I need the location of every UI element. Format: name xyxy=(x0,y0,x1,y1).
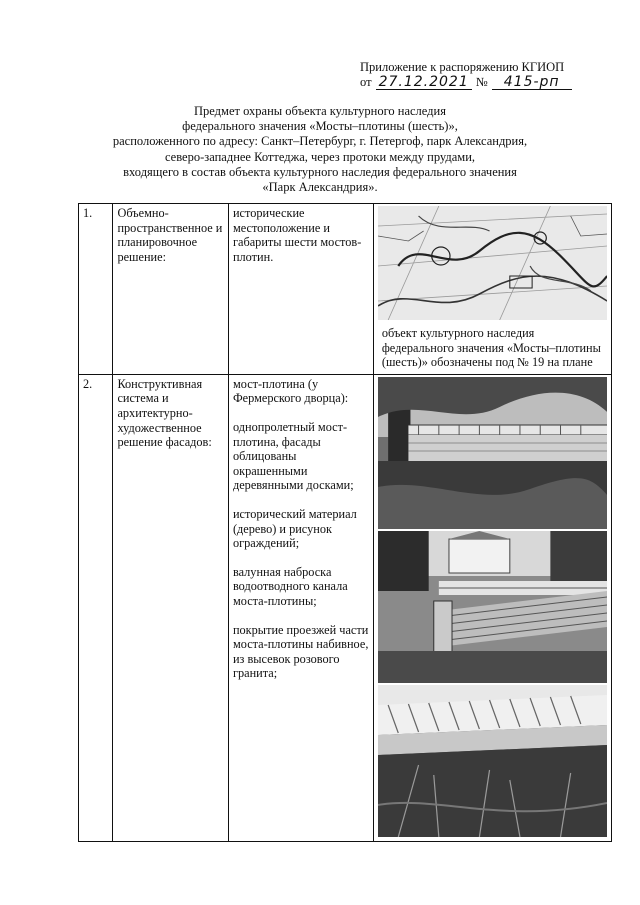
annex-reference xyxy=(360,60,610,90)
document-heading xyxy=(95,104,545,195)
row-number: 1. xyxy=(79,204,113,375)
heading-line-1: Предмет охраны объекта культурного наследия xyxy=(194,104,446,118)
bridge-photo-3 xyxy=(378,685,607,837)
row-category: Конструктивная система и архитектурно-художественное решение фасадов: xyxy=(113,374,229,841)
annex-date: 27.12.2021 xyxy=(376,75,472,90)
site-plan-map xyxy=(378,206,607,320)
row-photos xyxy=(373,374,611,841)
row-description xyxy=(228,374,373,841)
bridge-photo-2 xyxy=(378,531,607,683)
annex-number: 415-рп xyxy=(492,75,572,90)
row-number: 2. xyxy=(79,374,113,841)
protection-subject-table xyxy=(78,203,612,842)
heading-line-3: расположенного по адресу: Санкт–Петербург, г. Петергоф, парк Александрия, xyxy=(112,134,528,149)
heading-line-2: федерального значения «Мосты–плотины (шесть)», xyxy=(182,119,458,134)
heading-line-4: северо-западнее Коттеджа, через протоки между прудами, xyxy=(164,149,476,164)
annex-ref-line xyxy=(360,75,610,90)
row-description: исторические местоположение и габариты шести мостов-плотин. xyxy=(228,204,373,375)
map-caption: объект культурного наследия федерального значения «Мосты–плотины (шесть)» обозначены под № 19 на плане xyxy=(381,326,601,370)
heading-line-5: входящего в состав объекта культурного наследия федерального значения xyxy=(123,164,517,179)
bridge-photo-1 xyxy=(378,377,607,529)
annex-number-sign: № xyxy=(475,75,488,89)
description-paragraph: валунная наброска водоотводного канала моста-плотины; xyxy=(232,564,348,608)
description-paragraph: однопролетный мост-плотина, фасады облицованы окрашенными деревянными досками; xyxy=(232,419,354,493)
table-row xyxy=(79,374,612,841)
heading-line-6: «Парк Александрия». xyxy=(262,180,378,195)
description-paragraph: покрытие проезжей части моста-плотины набивное, из высевок розового гранита; xyxy=(232,622,369,681)
table-row xyxy=(79,204,612,375)
annex-from-label: от xyxy=(360,75,372,89)
row-illustration xyxy=(373,204,611,375)
annex-title: Приложение к распоряжению КГИОП xyxy=(360,60,565,74)
description-paragraph: мост-плотина (у Фермерского дворца): xyxy=(232,376,349,406)
description-paragraph: исторический материал (дерево) и рисунок ограждений; xyxy=(232,506,357,551)
row-category: Объемно-пространственное и планировочное решение: xyxy=(113,204,229,375)
